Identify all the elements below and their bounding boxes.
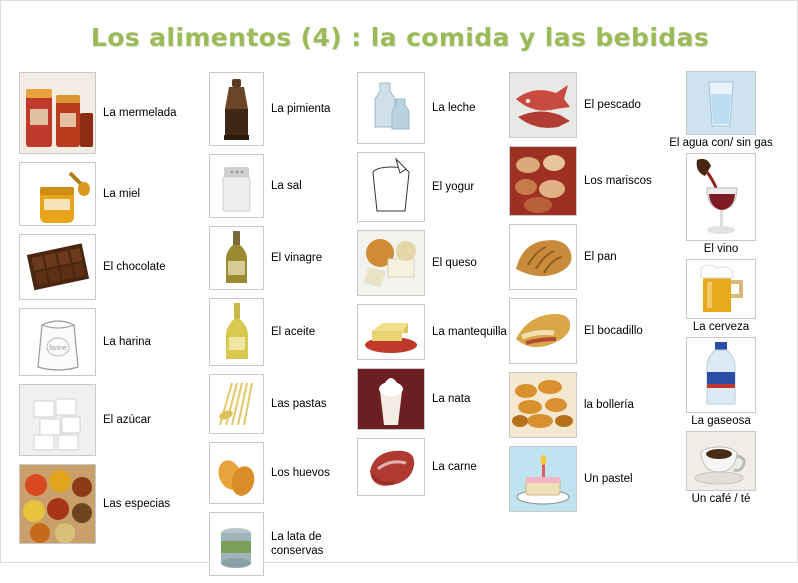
column-1 (19, 71, 209, 583)
list-item-label: Los huevos (271, 466, 330, 479)
sugar-cubes-icon (19, 384, 96, 456)
list-item (357, 437, 509, 497)
list-item (657, 259, 785, 333)
column-4 (509, 71, 657, 583)
list-item (209, 511, 357, 577)
list-item-label: El chocolate (103, 260, 166, 273)
list-item (209, 153, 357, 219)
list-item-label: La carne (432, 460, 477, 473)
list-item (509, 297, 657, 365)
list-item (19, 71, 209, 155)
list-item-label: Las pastas (271, 397, 327, 410)
list-item-label: El vinagre (271, 251, 323, 264)
list-item (357, 229, 509, 297)
list-item (357, 151, 509, 223)
sandwich-icon (509, 298, 577, 364)
page-title: Los alimentos (4) : la comida y las bebidas (90, 23, 710, 52)
salt-shaker-icon (209, 154, 264, 218)
list-item (209, 297, 357, 367)
list-item-label: La lata de conservas (271, 530, 324, 557)
list-item (657, 337, 785, 427)
spices-icon (19, 464, 96, 544)
list-item (209, 441, 357, 505)
list-item (19, 463, 209, 545)
list-item (19, 383, 209, 457)
yogurt-pot-icon (357, 152, 425, 222)
list-item-label: Un café / té (691, 493, 751, 505)
list-item (357, 367, 509, 431)
list-item-label: El agua con/ sin gas (669, 137, 773, 149)
soda-bottle-icon (686, 337, 756, 413)
svg-text:farine: farine (49, 345, 67, 352)
pepper-mill-icon (209, 72, 264, 146)
bread-icon (509, 224, 577, 290)
birthday-cake-icon (509, 446, 577, 512)
list-item-label: Los mariscos (584, 174, 652, 187)
list-item-label: El yogur (432, 180, 475, 193)
list-item-label: la bollería (584, 398, 634, 411)
list-item-label: El vino (703, 243, 739, 255)
honey-jar-icon (19, 162, 96, 226)
cheese-icon (357, 230, 425, 296)
list-item-label: La leche (432, 101, 476, 114)
list-item-label: La nata (432, 392, 471, 405)
eggs-icon (209, 442, 264, 504)
list-item-label: El azúcar (103, 413, 151, 426)
chocolate-bar-icon (19, 234, 96, 300)
list-item (657, 71, 785, 149)
list-item-label: La mantequilla (432, 325, 507, 338)
column-3 (357, 71, 509, 583)
coffee-cup-icon (686, 431, 756, 491)
tin-can-icon (209, 512, 264, 576)
vinegar-bottle-icon (209, 226, 264, 290)
list-item (209, 71, 357, 147)
butter-icon (357, 304, 425, 360)
wine-glass-icon (686, 153, 756, 241)
list-item-label: La pimienta (271, 102, 331, 115)
list-item-label: La miel (103, 187, 141, 200)
list-item (657, 431, 785, 505)
vocabulary-columns (19, 71, 785, 583)
list-item (509, 371, 657, 439)
list-item (509, 223, 657, 291)
list-item (509, 71, 657, 139)
seafood-icon (509, 146, 577, 216)
list-item (509, 145, 657, 217)
list-item-label: La sal (271, 179, 302, 192)
list-item-label: La mermelada (103, 106, 177, 119)
pasta-icon (209, 374, 264, 434)
flour-sack-icon (19, 308, 96, 376)
list-item-label: El pescado (584, 98, 641, 111)
list-item (657, 153, 785, 255)
list-item (209, 373, 357, 435)
list-item-label: El queso (432, 256, 477, 269)
water-glass-icon (686, 71, 756, 135)
list-item (19, 161, 209, 227)
beer-mug-icon (686, 259, 756, 319)
list-item-label: Un pastel (584, 472, 633, 485)
meat-steak-icon (357, 438, 425, 496)
list-item-label: La harina (103, 335, 151, 348)
list-item-label: La cerveza (692, 321, 750, 333)
column-2 (209, 71, 357, 583)
fish-icon (509, 72, 577, 138)
oil-bottle-icon (209, 298, 264, 366)
list-item-label: El pan (584, 250, 617, 263)
list-item-label: El bocadillo (584, 324, 643, 337)
list-item-label: Las especias (103, 497, 171, 510)
cream-icon (357, 368, 425, 430)
list-item (357, 303, 509, 361)
list-item (509, 445, 657, 513)
list-item (19, 307, 209, 377)
pastries-icon (509, 372, 577, 438)
list-item (209, 225, 357, 291)
list-item (19, 233, 209, 301)
column-5 (657, 71, 785, 583)
list-item (357, 71, 509, 145)
list-item-label: El aceite (271, 325, 316, 338)
list-item-label: La gaseosa (691, 415, 751, 427)
jam-jars-icon (19, 72, 96, 154)
milk-bottles-icon (357, 72, 425, 144)
